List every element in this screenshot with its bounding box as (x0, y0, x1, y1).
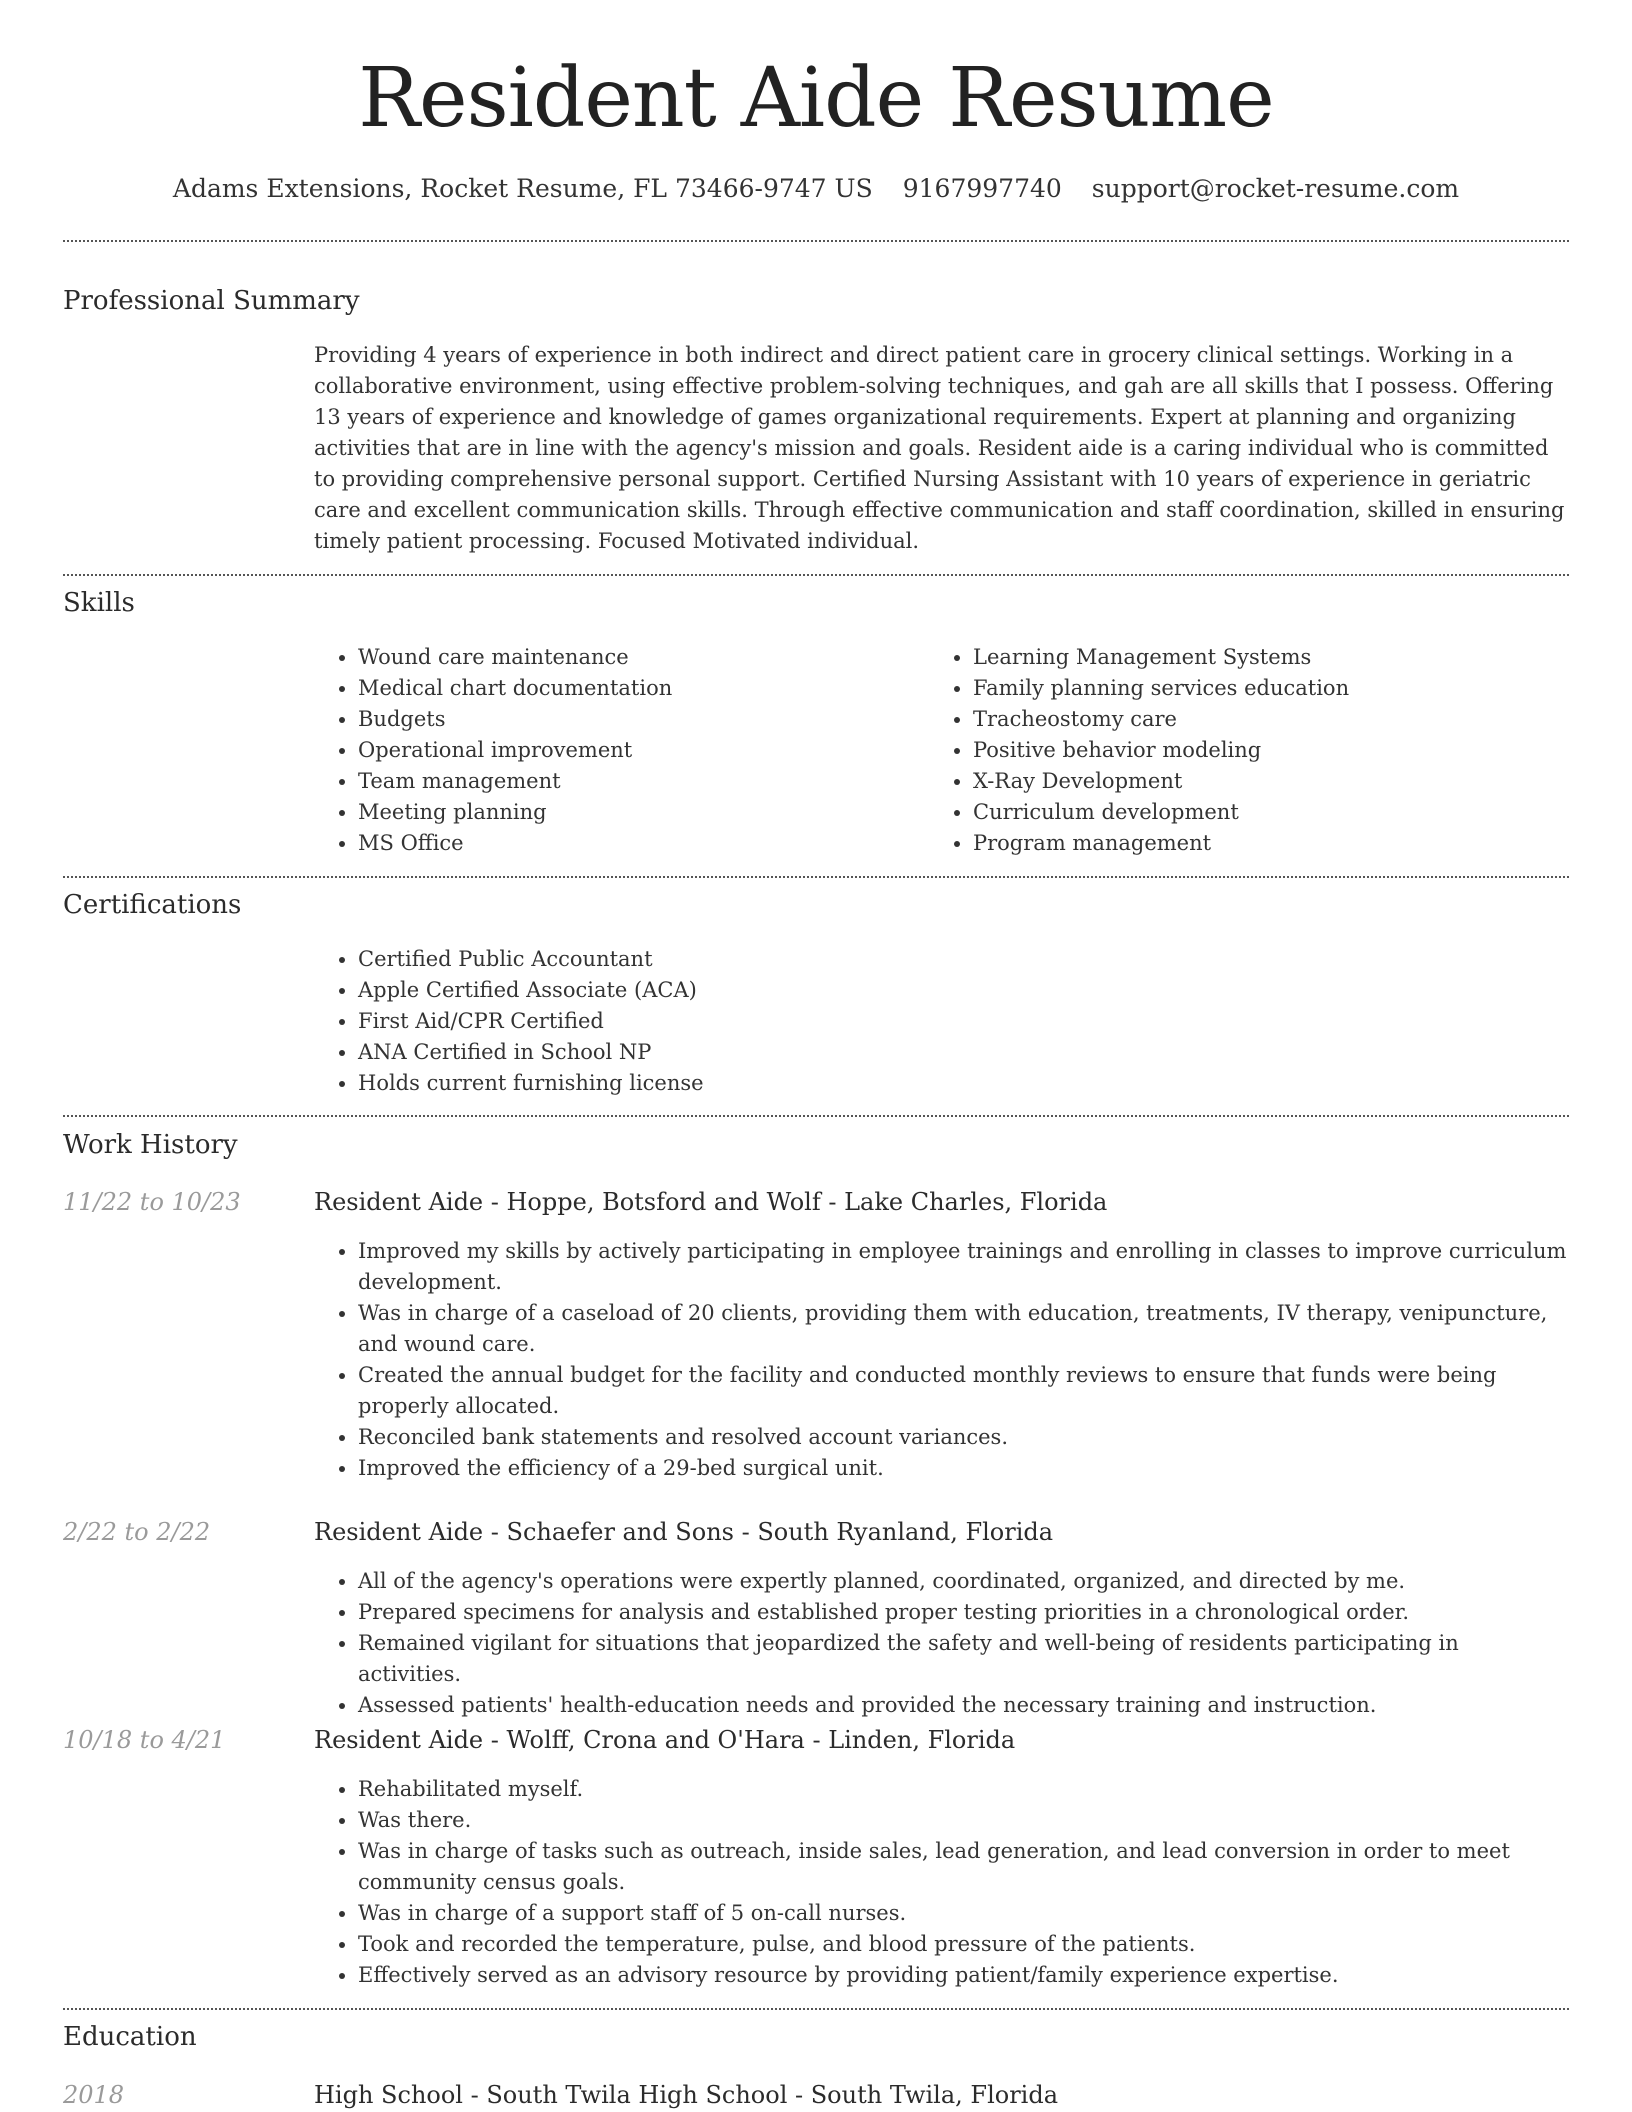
skill-item: • Positive behavior modeling (973, 735, 1593, 766)
section-heading-summary: Professional Summary (63, 286, 360, 316)
divider (63, 1115, 1569, 1117)
section-heading-education: Education (63, 2022, 197, 2052)
job-bullet: • Effectively served as an advisory resource by providing patient/family experience expertise. (358, 1960, 1610, 1991)
divider (63, 2008, 1569, 2010)
skill-item: • Meeting planning (358, 797, 918, 828)
job-dates: 10/18 to 4/21 (63, 1726, 226, 1754)
section-heading-skills: Skills (63, 588, 135, 618)
certification-item: • ANA Certified in School NP (358, 1037, 1568, 1068)
contact-line (0, 172, 1632, 206)
skills-list-right (929, 642, 1593, 859)
job-bullet: • Improved my skills by actively participating in employee trainings and enrolling in classes to improve curriculum development. (358, 1236, 1568, 1298)
skill-item: • X-Ray Development (973, 766, 1593, 797)
job-title: Resident Aide - Wolff, Crona and O'Hara - Linden, Florida (314, 1726, 1016, 1754)
skill-item: • Medical chart documentation (358, 673, 918, 704)
job-bullets (314, 1566, 1568, 1721)
section-heading-work-history: Work History (63, 1130, 238, 1160)
skill-item: • Budgets (358, 704, 918, 735)
skill-item: • MS Office (358, 828, 918, 859)
skill-item: • Tracheostomy care (973, 704, 1593, 735)
certification-item: • Holds current furnishing license (358, 1068, 1568, 1099)
job-title: Resident Aide - Hoppe, Botsford and Wolf - Lake Charles, Florida (314, 1188, 1108, 1216)
divider (63, 574, 1569, 576)
summary-text: Providing 4 years of experience in both indirect and direct patient care in grocery clinical settings. Working in a collaborative environment, using effective problem-solving techniques, and gah are all skills that I possess. Offering 13 years of experience and knowledge of games organizational requirements. Expert at planning and organizing activities that are in line with the agency's mission and goals. Resident aide is a caring individual who is committed to providing comprehensive personal support. Certified Nursing Assistant with 10 years of experience in geriatric care and excellent communication skills. Through effective communication and staff coordination, skilled in ensuring timely patient processing. Focused Motivated individual. (314, 343, 1565, 553)
job-bullet: • Rehabilitated myself. (358, 1774, 1610, 1805)
certifications-list (314, 944, 1568, 1099)
job-dates: 2/22 to 2/22 (63, 1518, 211, 1546)
skill-item: • Team management (358, 766, 918, 797)
section-heading-certifications: Certifications (63, 890, 242, 920)
skills-list-left (314, 642, 918, 859)
job-bullet: • Was there. (358, 1805, 1610, 1836)
job-title: Resident Aide - Schaefer and Sons - South Ryanland, Florida (314, 1518, 1054, 1546)
page-title: Resident Aide Resume (358, 51, 1274, 146)
contact-phone: 9167997740 (902, 174, 1062, 203)
skill-item: • Family planning services education (973, 673, 1593, 704)
job-bullet: • Was in charge of a support staff of 5 on-call nurses. (358, 1898, 1610, 1929)
divider (63, 876, 1569, 878)
certification-item: • Certified Public Accountant (358, 944, 1568, 975)
certification-item: • First Aid/CPR Certified (358, 1006, 1568, 1037)
skill-item: • Program management (973, 828, 1593, 859)
skill-item: • Wound care maintenance (358, 642, 918, 673)
job-bullet: • Was in charge of a caseload of 20 clients, providing them with education, treatments, IV therapy, venipuncture, and wound care. (358, 1298, 1568, 1360)
job-bullet: • Created the annual budget for the facility and conducted monthly reviews to ensure that funds were being properly allocated. (358, 1360, 1568, 1422)
job-bullet: • Improved the efficiency of a 29-bed surgical unit. (358, 1453, 1568, 1484)
job-bullet: • Took and recorded the temperature, pulse, and blood pressure of the patients. (358, 1929, 1610, 1960)
job-bullet: • All of the agency's operations were expertly planned, coordinated, organized, and directed by me. (358, 1566, 1568, 1597)
skill-item: • Curriculum development (973, 797, 1593, 828)
contact-address: Adams Extensions, Rocket Resume, FL 73466-9747 US (172, 174, 873, 203)
job-dates: 11/22 to 10/23 (63, 1188, 241, 1216)
certification-item: • Apple Certified Associate (ACA) (358, 975, 1568, 1006)
job-bullet: • Remained vigilant for situations that jeopardized the safety and well-being of residents participating in activities. (358, 1628, 1568, 1690)
job-bullet: • Assessed patients' health-education needs and provided the necessary training and instruction. (358, 1690, 1568, 1721)
contact-email: support@rocket-resume.com (1091, 174, 1460, 203)
education-year: 2018 (63, 2081, 125, 2109)
skill-item: • Learning Management Systems (973, 642, 1593, 673)
job-bullets (314, 1236, 1568, 1484)
job-bullet: • Was in charge of tasks such as outreach, inside sales, lead generation, and lead conversion in order to meet community census goals. (358, 1836, 1610, 1898)
job-bullet: • Reconciled bank statements and resolved account variances. (358, 1422, 1568, 1453)
job-bullets (314, 1774, 1610, 1991)
education-title: High School - South Twila High School - South Twila, Florida (314, 2081, 1059, 2109)
job-bullet: • Prepared specimens for analysis and established proper testing priorities in a chronological order. (358, 1597, 1568, 1628)
skill-item: • Operational improvement (358, 735, 918, 766)
divider (63, 240, 1569, 242)
